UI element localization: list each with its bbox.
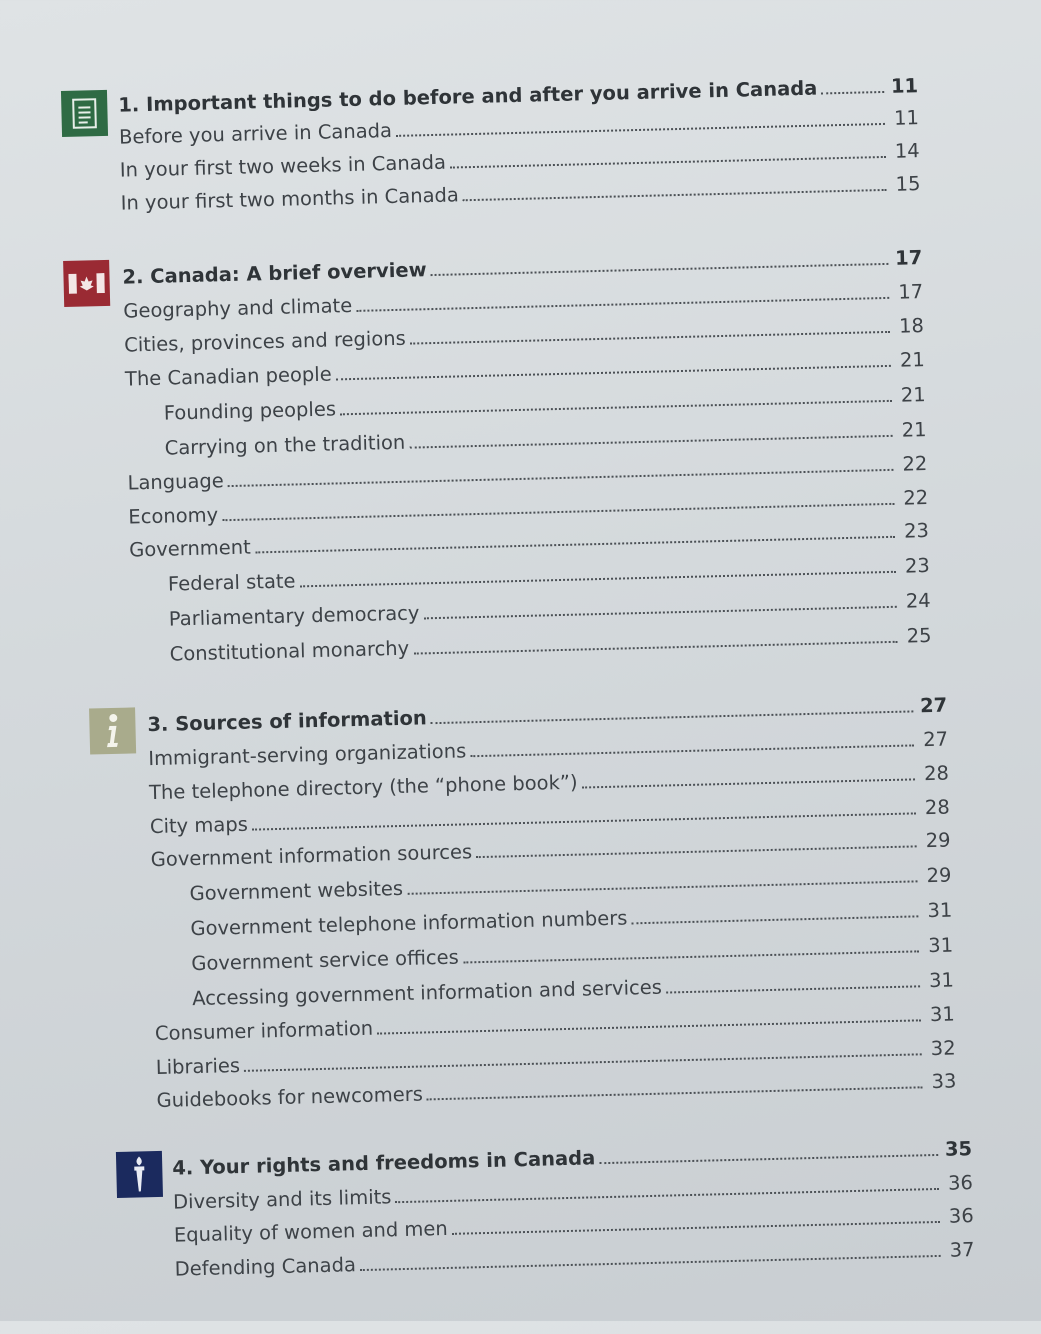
toc-heading[interactable]: 2. Canada: A brief overview 17 (122, 240, 922, 290)
toc-entry[interactable]: Guidebooks for newcomers 33 (156, 1063, 956, 1113)
toc-heading[interactable]: 4. Your rights and freedoms in Canada 35 (172, 1131, 972, 1181)
toc-entry[interactable]: Language 22 (127, 446, 927, 496)
toc-entry[interactable]: Geography and climate 17 (123, 274, 923, 324)
toc-heading[interactable]: 3. Sources of information 27 (147, 688, 947, 738)
toc-entry[interactable]: In your first two weeks in Canada 14 (119, 133, 919, 183)
toc-entry[interactable]: Constitutional monarchy 25 (169, 618, 932, 667)
torch-icon (116, 1151, 163, 1198)
toc-entry[interactable]: Government service offices 31 (191, 928, 954, 977)
info-icon (89, 707, 136, 754)
toc-entry[interactable]: In your first two months in Canada 15 (120, 166, 920, 216)
toc-entry[interactable]: Equality of women and men 36 (174, 1198, 974, 1248)
toc-entry[interactable]: Diversity and its limits 36 (173, 1165, 973, 1215)
toc-entry[interactable]: Immigrant-serving organizations 27 (148, 722, 948, 772)
toc-entry[interactable]: Government information sources 29 (150, 823, 950, 873)
toc-entry[interactable]: Government telephone information numbers 31 (190, 893, 953, 942)
toc-entry[interactable]: The telephone directory (the “phone book”) 28 (149, 756, 949, 806)
toc-entry[interactable]: Government 23 (129, 513, 929, 563)
toc-entry[interactable]: Founding peoples 21 (163, 377, 926, 426)
toc-entry[interactable]: Consumer information 31 (155, 997, 955, 1047)
toc-entry[interactable]: Accessing government information and services 31 (192, 963, 955, 1012)
toc-entry[interactable]: Defending Canada 37 (174, 1232, 974, 1282)
document-icon (61, 90, 108, 137)
toc-entry[interactable]: Economy 22 (128, 480, 928, 530)
toc-entry[interactable]: Cities, provinces and regions 18 (124, 308, 924, 358)
toc-entry[interactable]: Government websites 29 (189, 858, 952, 907)
canada-flag-icon (63, 260, 110, 307)
toc-entry[interactable]: Federal state 23 (168, 548, 931, 597)
toc-entry[interactable]: Carrying on the tradition 21 (164, 412, 927, 461)
toc-heading[interactable]: 1. Important things to do before and after you arrive in Canada 11 (118, 68, 918, 118)
toc-entry[interactable]: The Canadian people 21 (125, 342, 925, 392)
toc-entry[interactable]: City maps 28 (150, 790, 950, 840)
toc-entry[interactable]: Parliamentary democracy 24 (168, 583, 931, 632)
toc-entry[interactable]: Before you arrive in Canada 11 (119, 100, 919, 150)
toc-entry[interactable]: Libraries 32 (155, 1030, 955, 1080)
